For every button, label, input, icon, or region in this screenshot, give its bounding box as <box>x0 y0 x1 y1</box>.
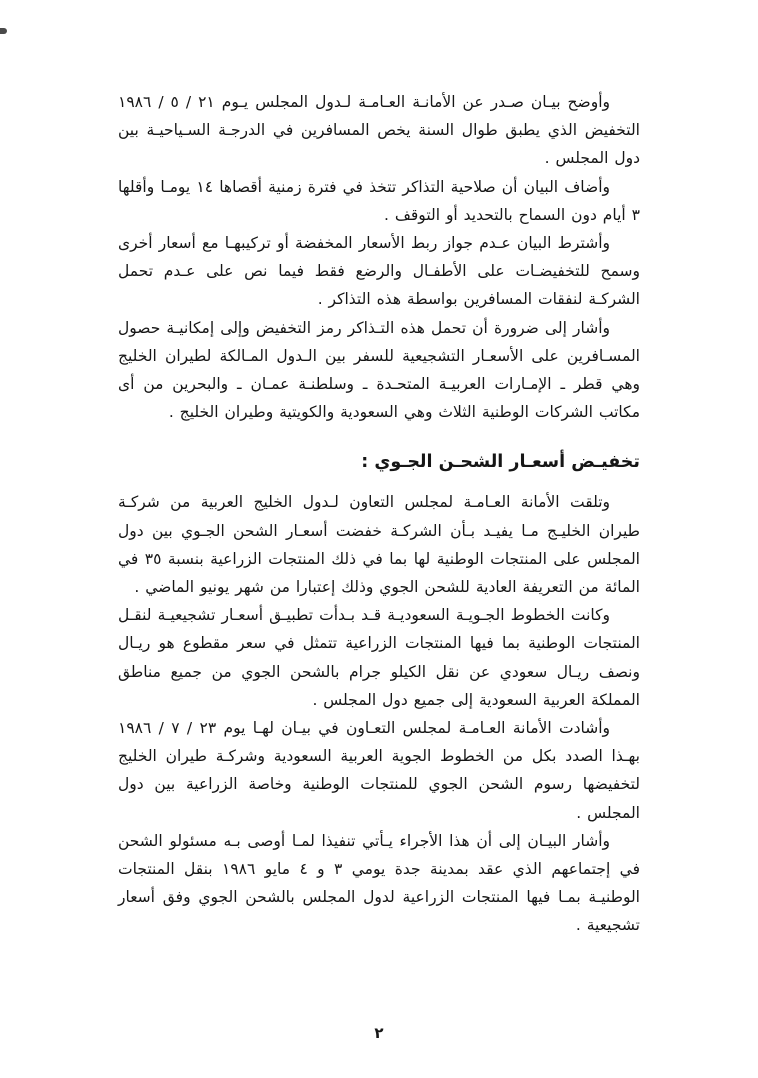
paragraph: وأضاف البيان أن صلاحية التذاكر تتخذ في فترة زمنية أقصاها ١٤ يومـا وأقلها ٣ أيام دون السماح بالتحديد أو التوقف . <box>118 177 640 224</box>
scan-artifact <box>0 28 7 34</box>
text-block <box>118 88 640 940</box>
paragraph: وأشار البيـان إلى أن هذا الأجراء يـأتي تنفيذا لمـا أوصى بـه مسئولو الشحن في إجتماعهم الذي عقد بمدينة جدة يومي ٣ و ٤ مايو ١٩٨٦ بنقل المنتجات الوطنيـة بمـا فيها المنتجات الزراعية لدول المجلس بالشحن الجوي وفق أسعار تشجيعية . <box>118 831 640 935</box>
paragraph: وأوضح بيـان صـدر عن الأمانـة العـامـة لـدول المجلس يـوم ٢١ / ٥ / ١٩٨٦ التخفيض الذي يطبق طوال السنة يخص المسافرين في الدرجـة السـياحيـة بين دول المجلس . <box>118 93 640 168</box>
paragraph: وأشترط البيان عـدم جواز ربط الأسعار المخفضة أو تركيبهـا مع أسعار أخرى وسمح للتخفيضـات على الأطفـال والرضع فقط فيما نص على عـدم تحمل الشركـة لنفقات المسافرين بواسطة هذه التذاكر . <box>118 234 640 309</box>
paragraph: وكانت الخطوط الجـويـة السعوديـة قـد بـدأت تطبيـق أسعـار تشجيعيـة لنقـل المنتجات الوطنية بما فيها المنتجات الزراعية تتمثل في سعر مقطوع هو ريـال ونصف ريـال سعودي عن نقل الكيلو جرام بالشحن الجوي من جميع مناطق المملكة العربية السعودية إلى جميع دول المجلس . <box>118 606 640 709</box>
paragraph: وأشار إلى ضرورة أن تحمل هذه التـذاكر رمز التخفيض وإلى إمكانيـة حصول المسـافرين على الأسعـار التشجيعية للسفر بين الـدول المـالكة لطيران الخليج وهي قطر ـ الإمـارات العربيـة المتحـدة ـ وسلطنـة عمـان ـ والبحرين من أى مكاتب الشركات الوطنية الثلاث وهي السعودية والكويتية وطيران الخليج . <box>118 318 640 422</box>
paragraph: وأشادت الأمانة العـامـة لمجلس التعـاون في بيـان لهـا يوم ٢٣ / ٧ / ١٩٨٦ بهـذا الصدد بكل من الخطوط الجوية العربية السعودية وشركـة طيران الخليج لتخفيضها رسوم الشحن الجوي للمنتجات الوطنية وخاصة الزراعية بين دول المجلس . <box>118 719 640 822</box>
section-heading: تخفيـض أسعـار الشحـن الجـوي : <box>361 452 640 473</box>
paragraph: وتلقت الأمانة العـامـة لمجلس التعاون لـدول الخليج العربية من شركـة طيران الخليـج مـا يفيـد بـأن الشركـة خفضت أسعـار الشحن الجـوي بين دول المجلس على المنتجات الوطنية لها بما في ذلك المنتجات الزراعية بنسبة ٣٥ في المائة من التعريفة العادية للشحن الجوي وذلك إعتبارا من شهر يونيو الماضي . <box>118 493 640 597</box>
page-number: ٢ <box>374 1024 384 1042</box>
